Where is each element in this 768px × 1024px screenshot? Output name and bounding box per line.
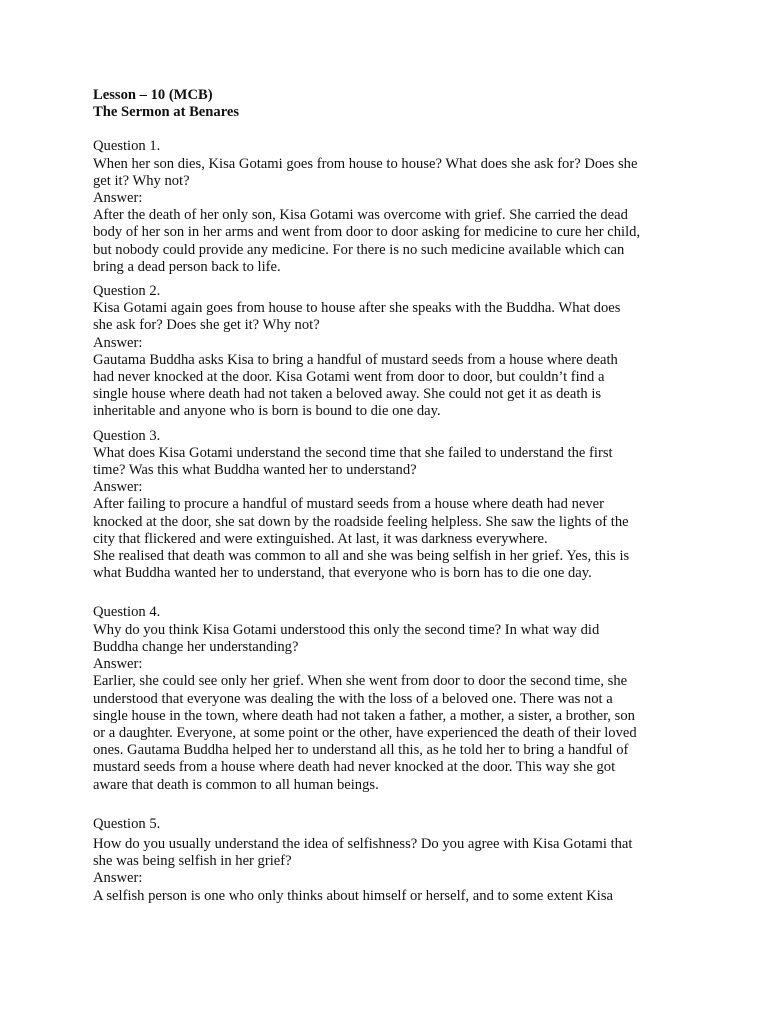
question-block-2 [93, 283, 673, 421]
answer-text-line: understood that everyone was dealing the with the loss of a beloved one. There was not a [93, 690, 613, 707]
answer-text-line: A selfish person is one who only thinks about himself or herself, and to some extent Kisa [93, 887, 614, 904]
answer-label: Answer: [93, 479, 143, 496]
answer-text-line: body of her son in her arms and went from door to door asking for medicine to cure her child, [93, 224, 641, 241]
question-label: Question 3. [93, 427, 161, 444]
question-text-line: Why do you think Kisa Gotami understood this only the second time? In what way did [93, 621, 600, 638]
question-text-line: How do you usually understand the idea of selfishness? Do you agree with Kisa Gotami that [93, 835, 633, 852]
answer-text-line: aware that death is common to all human beings. [93, 776, 379, 793]
question-text-line: Buddha change her understanding? [93, 638, 299, 655]
answer-text-line: inheritable and anyone who is born is bound to die one day. [93, 403, 441, 420]
answer-text-line: city that flickered and were extinguished. At last, it was darkness everywhere. [93, 530, 548, 547]
answer-text-line: had never knocked at the door. Kisa Gotami went from door to door, but couldn’t find a [93, 369, 605, 386]
answer-text-line: what Buddha wanted her to understand, that everyone who is born has to die one day. [93, 565, 592, 582]
answer-text-line: She realised that death was common to all and she was being selfish in her grief. Yes, this is [93, 548, 630, 565]
answer-text-line: but nobody could provide any medicine. For there is no such medicine available which can [93, 241, 625, 258]
answer-text-line: single house in the town, where death had not taken a father, a mother, a sister, a brother, son [93, 707, 635, 724]
question-block-4 [93, 604, 673, 793]
question-text-line: When her son dies, Kisa Gotami goes from house to house? What does she ask for? Does she [93, 155, 638, 172]
question-text-line: she ask for? Does she get it? Why not? [93, 317, 320, 334]
answer-text-line: ones. Gautama Buddha helped her to understand all this, as he told her to bring a handful of [93, 742, 629, 759]
question-label: Question 2. [93, 283, 161, 300]
question-label: Question 1. [93, 138, 161, 155]
answer-label: Answer: [93, 334, 143, 351]
question-label: Question 5. [93, 815, 161, 832]
answer-text-line: After failing to procure a handful of mustard seeds from a house where death had never [93, 496, 604, 513]
question-block-5 [93, 816, 673, 905]
question-text-line: time? Was this what Buddha wanted her to understand? [93, 462, 417, 479]
answer-text-line: mustard seeds from a house where death had never knocked at the door. This way she got [93, 759, 616, 776]
answer-text-line: Earlier, she could see only her grief. When she went from door to door the second time, she [93, 673, 628, 690]
answer-label: Answer: [93, 656, 143, 673]
question-text-line: Kisa Gotami again goes from house to house after she speaks with the Buddha. What does [93, 300, 621, 317]
document-title: The Sermon at Benares [93, 104, 240, 121]
answer-text-line: or a daughter. Everyone, at some point or the other, have experienced the death of their loved [93, 724, 637, 741]
answer-label: Answer: [93, 190, 143, 207]
document-page [93, 87, 673, 905]
question-label: Question 4. [93, 604, 161, 621]
answer-text-line: Gautama Buddha asks Kisa to bring a handful of mustard seeds from a house where death [93, 351, 618, 368]
answer-text-line: bring a dead person back to life. [93, 258, 281, 275]
answer-text-line: After the death of her only son, Kisa Gotami was overcome with grief. She carried the dead [93, 207, 628, 224]
answer-label: Answer: [93, 870, 143, 887]
question-text-line: she was being selfish in her grief? [93, 853, 292, 870]
lesson-heading: Lesson – 10 (MCB) [93, 87, 213, 103]
question-block-1 [93, 138, 673, 276]
answer-text-line: single house where death had not taken a beloved away. She could not get it as death is [93, 386, 602, 403]
answer-text-line: knocked at the door, she sat down by the roadside feeling helpless. She saw the lights of the [93, 513, 629, 530]
question-block-3 [93, 428, 673, 583]
question-text-line: get it? Why not? [93, 172, 190, 189]
question-text-line: What does Kisa Gotami understand the second time that she failed to understand the first [93, 444, 613, 461]
